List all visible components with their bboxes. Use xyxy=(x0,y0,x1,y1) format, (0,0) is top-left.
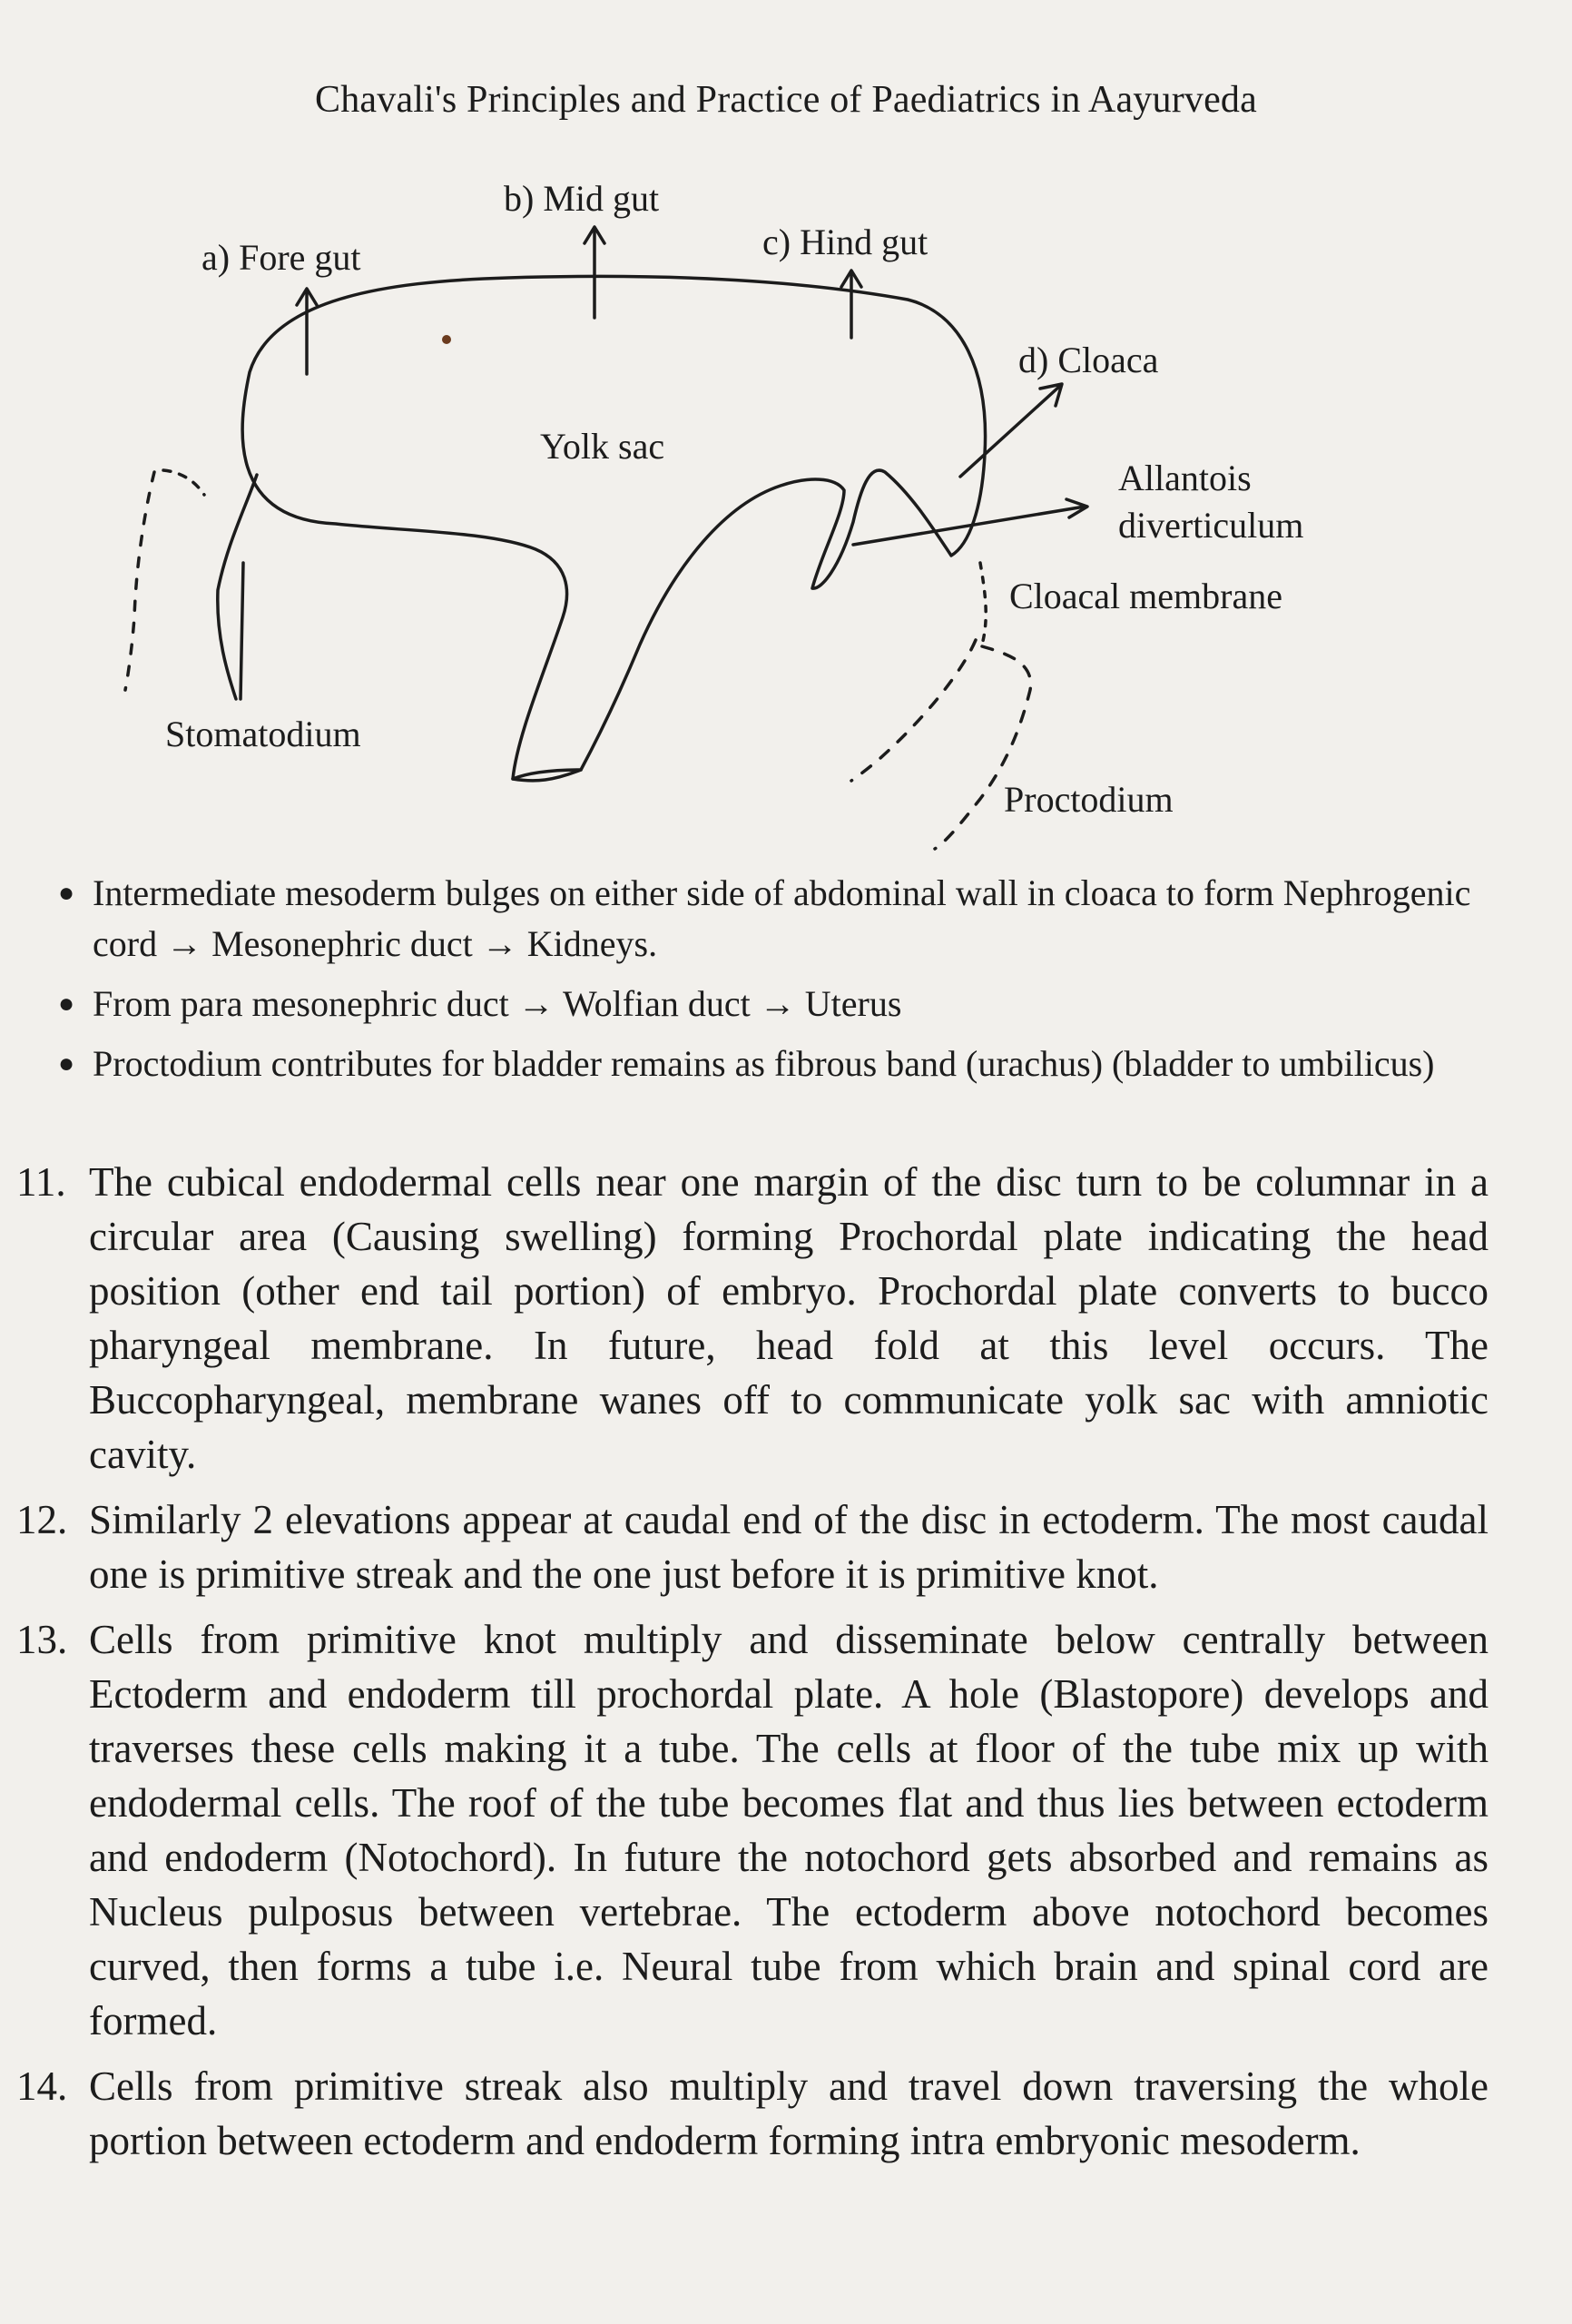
ink-speck xyxy=(442,335,451,344)
cloaca-arrow xyxy=(960,386,1060,477)
stomatodium-ectoderm xyxy=(125,472,154,690)
item-number: 12. xyxy=(16,1497,68,1542)
numbered-item-12 xyxy=(0,1492,1488,1601)
item-text: Cells from primitive streak also multiply and travel down traversing the whole portion between ectoderm and endoderm forming intra embryonic mesoderm. xyxy=(89,2063,1488,2163)
hind-gut-label: c) Hind gut xyxy=(762,222,928,262)
numbered-item-14 xyxy=(0,2059,1488,2168)
allantois-label-line2: diverticulum xyxy=(1118,505,1304,546)
bullet-text: From para mesonephric duct → Wolfian duct → Uterus xyxy=(93,983,902,1024)
bullet-dot: ● xyxy=(58,1049,75,1078)
item-text: Cells from primitive knot multiply and disseminate below centrally between Ectoderm and endoderm till prochordal plate. A hole (Blastopore) develops and traverses these cells making it a tube. The cells at floor of the tube mix up with endodermal cells. The roof of the tube becomes flat and thus lies between ectoderm and endoderm (Notochord). In future the notochord gets absorbed and remains as Nucleus pulposus between vertebrae. The ectoderm above notochord becomes curved, then forms a tube i.e. Neural tube from which brain and spinal cord are formed. xyxy=(89,1617,1488,2043)
cloaca-label: d) Cloaca xyxy=(1018,340,1159,380)
embryo-gut-diagram xyxy=(0,0,1572,872)
stomatodium-pointer xyxy=(241,563,243,699)
bullet-dot: ● xyxy=(58,878,75,908)
bullet-text: Proctodium contributes for bladder remains as fibrous band (urachus) (bladder to umbilicus) xyxy=(93,1043,1435,1084)
item-text: The cubical endodermal cells near one margin of the disc turn to be columnar in a circular area (Causing swelling) forming Prochordal plate indicating the head position (other end tail portion) of embryo. Prochordal plate converts to bucco pharyngeal membrane. In future, head fold at this level occurs. The Buccopharyngeal, membrane wanes off to communicate yolk sac with amniotic cavity. xyxy=(89,1159,1488,1477)
list-item xyxy=(54,979,1507,1029)
allantois-label-line1: Allantois xyxy=(1118,458,1252,498)
cloacal-membrane-line xyxy=(980,563,986,645)
proctodium-ectoderm xyxy=(851,640,976,781)
yolk-sac-label: Yolk sac xyxy=(540,426,665,467)
allantois-arrow xyxy=(853,507,1085,545)
book-title: Chavali's Principles and Practice of Paediatrics in Aayurveda xyxy=(315,79,1257,121)
gut-outline xyxy=(242,276,985,780)
bullet-text: Intermediate mesoderm bulges on either side of abdominal wall in cloaca to form Nephrogenic cord → Mesonephric duct → Kidneys. xyxy=(93,872,1471,964)
stomatodium-label: Stomatodium xyxy=(165,714,361,754)
list-item xyxy=(54,868,1507,970)
item-number: 11. xyxy=(16,1159,66,1205)
item-number: 14. xyxy=(16,2063,68,2109)
item-text: Similarly 2 elevations appear at caudal end of the disc in ectoderm. The most caudal one is primitive streak and the one just before it is primitive knot. xyxy=(89,1497,1488,1597)
fore-gut-label: a) Fore gut xyxy=(201,237,361,278)
list-item xyxy=(54,1039,1507,1089)
item-number: 13. xyxy=(16,1617,68,1662)
bullet-dot: ● xyxy=(58,989,75,1019)
stomatodium-wall xyxy=(218,475,257,699)
mid-gut-label: b) Mid gut xyxy=(504,178,660,219)
numbered-item-13 xyxy=(0,1612,1488,2048)
numbered-list xyxy=(0,1155,1488,2179)
numbered-item-11 xyxy=(0,1155,1488,1482)
proctodium-label: Proctodium xyxy=(1004,779,1174,820)
cloacal-membrane-label: Cloacal membrane xyxy=(1009,576,1282,616)
bullet-list xyxy=(54,868,1507,1098)
